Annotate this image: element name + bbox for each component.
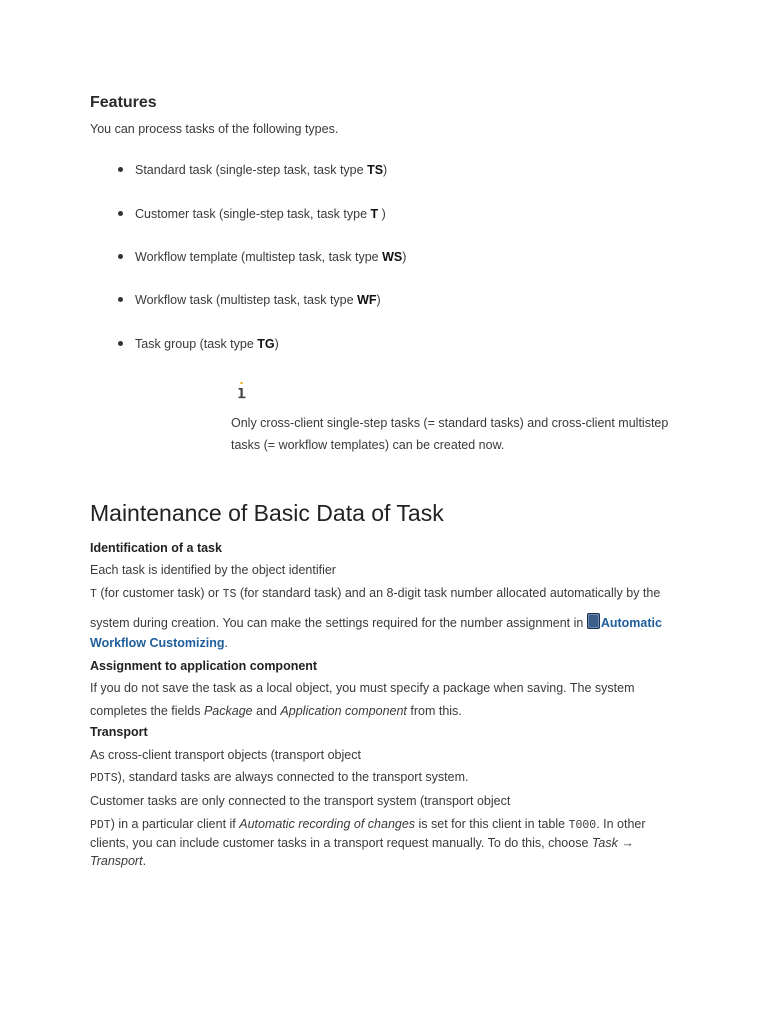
task-menu-path: Task xyxy=(591,836,618,850)
text-span: from this. xyxy=(406,704,462,718)
text-span: (for standard task) and an 8-digit task number allocated automatically by the xyxy=(236,586,661,600)
document-icon[interactable] xyxy=(587,613,600,629)
list-item-end: ) xyxy=(274,337,279,351)
list-item-end: ) xyxy=(383,163,388,177)
task-type-code: TG xyxy=(257,337,275,351)
text-span: ) in a particular client if xyxy=(110,817,240,831)
list-item-text: Task group (task type xyxy=(135,337,258,351)
list-item xyxy=(118,337,279,351)
bullet-icon xyxy=(118,254,123,259)
transport-heading: Transport xyxy=(90,725,148,739)
text-span: is set for this client in table xyxy=(415,817,569,831)
workflow-customizing-link[interactable]: Workflow Customizing xyxy=(90,636,225,650)
list-item-text: Workflow task (multistep task, task type xyxy=(135,293,358,307)
list-item-end: ) xyxy=(376,293,381,307)
transport-line-6 xyxy=(90,854,146,868)
assignment-line-2 xyxy=(90,704,462,718)
identification-line-1: Each task is identified by the object identifier xyxy=(90,563,336,577)
automatic-recording-label: Automatic recording of changes xyxy=(239,817,416,831)
bullet-icon xyxy=(118,211,123,216)
code-t: T xyxy=(90,588,97,601)
identification-heading: Identification of a task xyxy=(90,541,222,555)
code-t000: T000 xyxy=(568,819,597,832)
task-type-code: WF xyxy=(357,293,377,307)
list-item xyxy=(118,163,387,177)
text-span: clients, you can include customer tasks in a transport request manually. To do this, choose xyxy=(90,836,592,850)
list-item-end: ) xyxy=(378,207,386,221)
text-span: and xyxy=(252,704,281,718)
identification-line-3 xyxy=(90,613,662,630)
list-item-end: ) xyxy=(402,250,407,264)
bullet-icon xyxy=(118,341,123,346)
code-pdt: PDT xyxy=(90,819,111,832)
info-icon xyxy=(237,381,247,403)
transport-line-5 xyxy=(90,836,634,850)
assignment-line-1: If you do not save the task as a local object, you must specify a package when saving. The system xyxy=(90,681,635,695)
list-item xyxy=(118,250,406,264)
list-item-text: Customer task (single-step task, task type xyxy=(135,207,371,221)
automatic-workflow-customizing-link[interactable]: Automatic xyxy=(600,616,662,630)
task-type-code: TS xyxy=(367,163,384,177)
text-span: completes the fields xyxy=(90,704,204,718)
list-item-text: Workflow template (multistep task, task type xyxy=(135,250,383,264)
task-type-code: WS xyxy=(382,250,403,264)
text-span: (for customer task) or xyxy=(96,586,223,600)
text-span: system during creation. You can make the settings required for the number assignment in xyxy=(90,616,587,630)
transport-line-1: As cross-client transport objects (transport object xyxy=(90,748,361,762)
text-span: . xyxy=(142,854,147,868)
list-item xyxy=(118,293,381,307)
arrow-icon: → xyxy=(617,836,634,850)
code-ts: TS xyxy=(222,588,237,601)
list-item xyxy=(118,207,386,221)
application-component-field: Application component xyxy=(280,704,407,718)
bullet-icon xyxy=(118,297,123,302)
text-span: . xyxy=(224,636,228,650)
package-field: Package xyxy=(203,704,253,718)
note-line-2: tasks (= workflow templates) can be created now. xyxy=(231,438,505,452)
bullet-icon xyxy=(118,167,123,172)
task-type-code: T xyxy=(370,207,379,221)
page-title: Maintenance of Basic Data of Task xyxy=(90,500,444,526)
transport-line-2 xyxy=(90,770,468,785)
identification-line-4 xyxy=(90,636,228,650)
text-span: ), standard tasks are always connected to the transport system. xyxy=(117,770,469,784)
code-pdts: PDTS xyxy=(90,772,118,785)
transport-menu-path: Transport xyxy=(90,854,143,868)
features-heading: Features xyxy=(90,94,157,111)
list-item-text: Standard task (single-step task, task type xyxy=(135,163,368,177)
features-intro: You can process tasks of the following types. xyxy=(90,122,339,136)
note-line-1: Only cross-client single-step tasks (= standard tasks) and cross-client multistep xyxy=(231,416,669,430)
text-span: . In other xyxy=(596,817,646,831)
transport-line-3: Customer tasks are only connected to the transport system (transport object xyxy=(90,794,511,808)
identification-line-2 xyxy=(90,586,660,601)
transport-line-4 xyxy=(90,817,646,832)
assignment-heading: Assignment to application component xyxy=(90,659,318,673)
note-text xyxy=(231,412,681,456)
